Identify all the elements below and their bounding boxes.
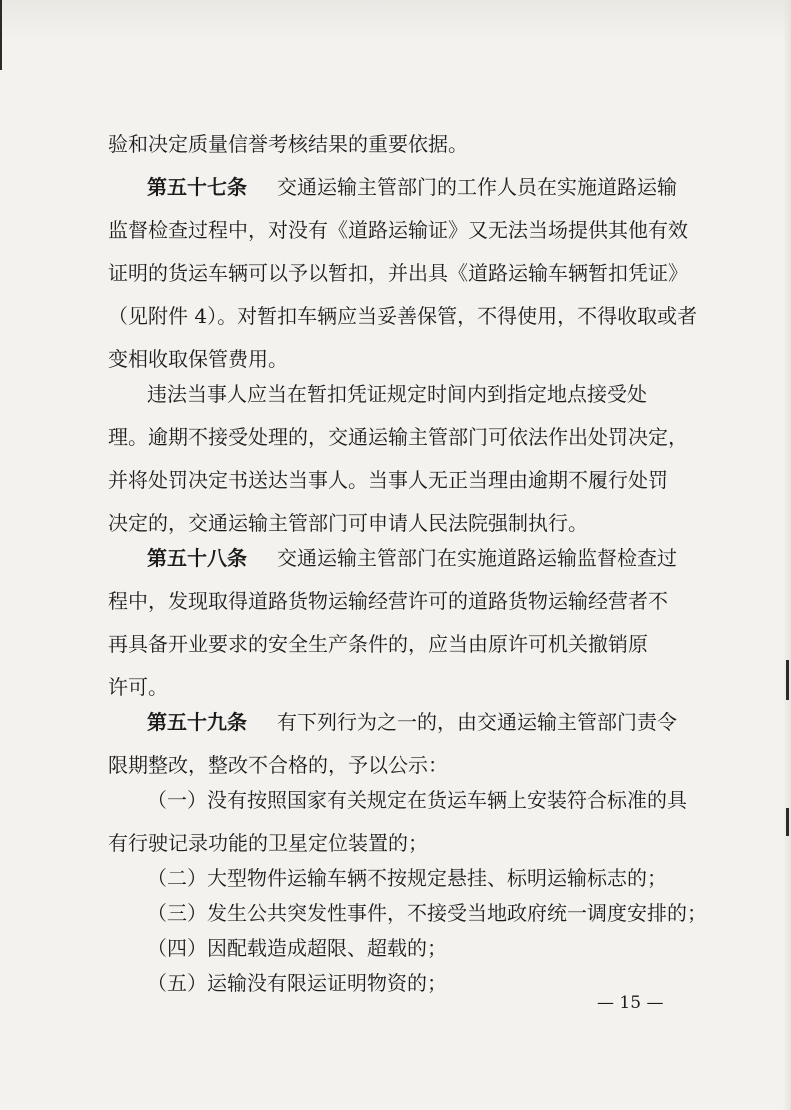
list-item: （三）发生公共突发性事件，不接受当地政府统一调度安排的； xyxy=(147,901,707,925)
article-58-heading: 第五十八条 xyxy=(147,546,247,570)
body-line: 交通运输主管部门的工作人员在实施道路运输 xyxy=(277,175,677,199)
body-line: 再具备开业要求的安全生产条件的，应当由原许可机关撤销原 xyxy=(108,632,648,656)
body-line: 证明的货运车辆可以予以暂扣，并出具《道路运输车辆暂扣凭证》 xyxy=(108,261,688,285)
page-number: — 15 — xyxy=(597,993,664,1013)
body-line: 变相收取保管费用。 xyxy=(108,347,288,371)
body-line: 程中，发现取得道路货物运输经营许可的道路货物运输经营者不 xyxy=(108,589,668,613)
article-57-heading: 第五十七条 xyxy=(147,175,247,199)
body-line: 决定的，交通运输主管部门可申请人民法院强制执行。 xyxy=(108,511,588,535)
body-line: 违法当事人应当在暂扣凭证规定时间内到指定地点接受处 xyxy=(147,382,647,406)
body-line: 有行驶记录功能的卫星定位装置的； xyxy=(108,831,428,855)
body-line: 交通运输主管部门在实施道路运输监督检查过 xyxy=(277,546,677,570)
body-line: 监督检查过程中，对没有《道路运输证》又无法当场提供其他有效 xyxy=(108,218,688,242)
scan-top-shadow xyxy=(0,0,791,40)
body-line: 并将处罚决定书送达当事人。当事人无正当理由逾期不履行处罚 xyxy=(108,468,668,492)
scan-mark xyxy=(786,808,789,836)
body-line: 有下列行为之一的，由交通运输主管部门责令 xyxy=(277,710,677,734)
body-line: 限期整改，整改不合格的，予以公示： xyxy=(108,753,448,777)
body-line: 理。逾期不接受处理的，交通运输主管部门可依法作出处罚决定， xyxy=(108,425,688,449)
scan-mark xyxy=(786,660,789,700)
list-item: （四）因配载造成超限、超载的； xyxy=(147,936,447,960)
body-line: 验和决定质量信誉考核结果的重要依据。 xyxy=(108,132,468,156)
body-line: 许可。 xyxy=(108,675,168,699)
scan-left-edge xyxy=(0,0,2,70)
list-item: （一）没有按照国家有关规定在货运车辆上安装符合标准的具 xyxy=(147,788,687,812)
body-line: （见附件 4）。对暂扣车辆应当妥善保管，不得使用，不得收取或者 xyxy=(108,304,698,328)
list-item: （五）运输没有限运证明物资的； xyxy=(147,971,447,995)
article-59-heading: 第五十九条 xyxy=(147,710,247,734)
list-item: （二）大型物件运输车辆不按规定悬挂、标明运输标志的； xyxy=(147,866,667,890)
scan-right-edge xyxy=(783,0,791,1110)
